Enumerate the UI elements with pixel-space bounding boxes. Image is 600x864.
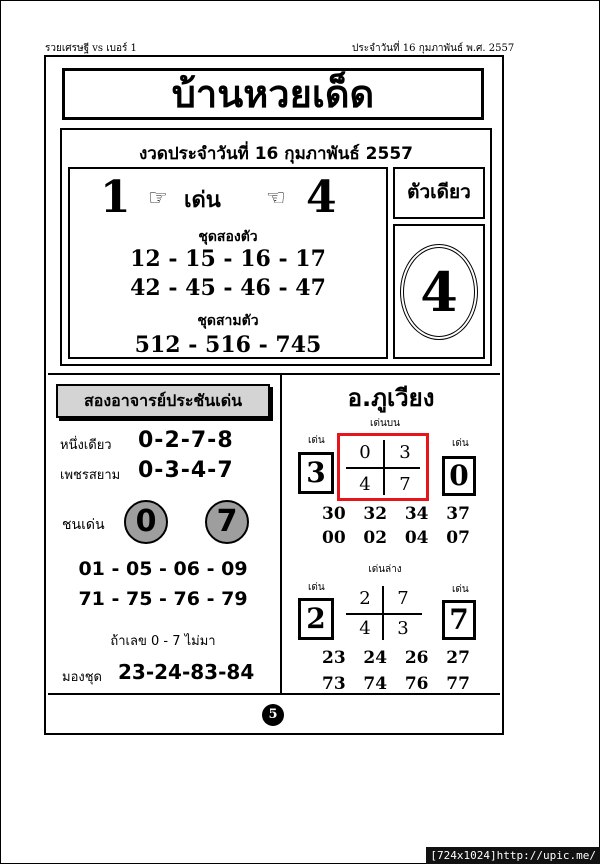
- lower-left-tag: เด่น: [308, 582, 325, 593]
- upper-grid-cell: 3: [399, 442, 411, 463]
- lower-grid-hline: [346, 613, 422, 615]
- lead-right-number: 4: [306, 172, 337, 223]
- row1-value: 0-2-7-8: [138, 428, 234, 453]
- upper-right-box: 0: [442, 456, 476, 496]
- page-number-badge: [262, 704, 284, 726]
- left-panel-heading: สองอาจารย์ประชันเด่น: [83, 391, 243, 410]
- upper-grid-cell: 4: [359, 474, 371, 495]
- single-value: 4: [420, 260, 458, 324]
- page-number: 5: [268, 707, 278, 722]
- hand-left-icon: ☜: [266, 186, 286, 211]
- pairs-row-1: 12 - 15 - 16 - 17: [130, 246, 326, 272]
- column-divider: [280, 373, 282, 693]
- section-divider: [48, 373, 500, 375]
- right-panel-heading: อ.ภูเวียง: [347, 384, 435, 412]
- lower-left-box: 2: [298, 598, 334, 640]
- title-banner: [62, 68, 484, 120]
- left-panel-heading-box: [56, 384, 270, 418]
- upper-grid-cell: 7: [399, 474, 411, 495]
- row2-value: 0-3-4-7: [138, 458, 234, 483]
- mongchut-label: มองชุด: [62, 670, 102, 685]
- row1-label: หนึ่งเดียว: [60, 438, 112, 453]
- draw-date: งวดประจำวันที่ 16 กุมภาพันธ์ 2557: [138, 144, 413, 164]
- lower-right-tag: เด่น: [452, 584, 469, 595]
- upper-right-tag: เด่น: [452, 438, 469, 449]
- lower-grid: [346, 586, 422, 642]
- source-watermark: [724x1024]http://upic.me/: [426, 847, 600, 864]
- condition-note: ถ้าเลข 0 - 7 ไม่มา: [110, 634, 216, 649]
- lower-grid-cell: 4: [359, 618, 371, 639]
- row2-label: เพชรสยาม: [60, 468, 121, 483]
- single-label: ตัวเดียว: [407, 181, 471, 203]
- star-number-a: [124, 500, 168, 544]
- star-number-b-text: 7: [216, 504, 238, 539]
- triples-row: 512 - 516 - 745: [134, 332, 322, 358]
- lower-label: เด่นล่าง: [368, 564, 402, 575]
- upper-left-tag: เด่น: [308, 435, 325, 446]
- star-label: ชนเด่น: [62, 517, 105, 533]
- set-row-1: 01 - 05 - 06 - 09: [78, 558, 248, 580]
- lower-row-1: 23 24 26 27: [322, 648, 470, 668]
- single-value-ring: [400, 244, 478, 340]
- upper-grid-hline: [346, 467, 420, 469]
- header-left: รวยเศรษฐี vs เบอร์ 1: [45, 43, 137, 54]
- lead-word: เด่น: [184, 188, 221, 213]
- lower-right-box: 7: [442, 600, 476, 640]
- lower-row-2: 73 74 76 77: [322, 674, 470, 694]
- hand-right-icon: ☞: [148, 186, 168, 211]
- page-title: บ้านหวยเด็ด: [171, 72, 375, 116]
- lower-grid-cell: 2: [359, 588, 371, 609]
- header-right: ประจำวันที่ 16 กุมภาพันธ์ พ.ศ. 2557: [352, 43, 515, 54]
- lead-left-number: 1: [100, 172, 131, 223]
- upper-row-1: 30 32 34 37: [322, 504, 470, 524]
- upper-grid-cell: 0: [359, 442, 371, 463]
- upper-label: เด่นบน: [370, 418, 400, 429]
- star-number-b: [205, 500, 249, 544]
- pairs-row-2: 42 - 45 - 46 - 47: [130, 275, 326, 301]
- bottom-divider: [48, 693, 500, 695]
- lower-grid-cell: 3: [397, 618, 409, 639]
- pair-label: ชุดสองตัว: [198, 229, 258, 245]
- upper-left-box: 3: [298, 452, 334, 494]
- lower-grid-cell: 7: [397, 588, 409, 609]
- single-label-box: [393, 167, 485, 219]
- mongchut-value: 23-24-83-84: [118, 660, 255, 684]
- upper-highlight-box: [337, 433, 429, 501]
- set-row-2: 71 - 75 - 76 - 79: [78, 588, 248, 610]
- star-number-a-text: 0: [135, 504, 157, 539]
- triple-label: ชุดสามตัว: [197, 313, 259, 329]
- upper-row-2: 00 02 04 07: [322, 528, 470, 548]
